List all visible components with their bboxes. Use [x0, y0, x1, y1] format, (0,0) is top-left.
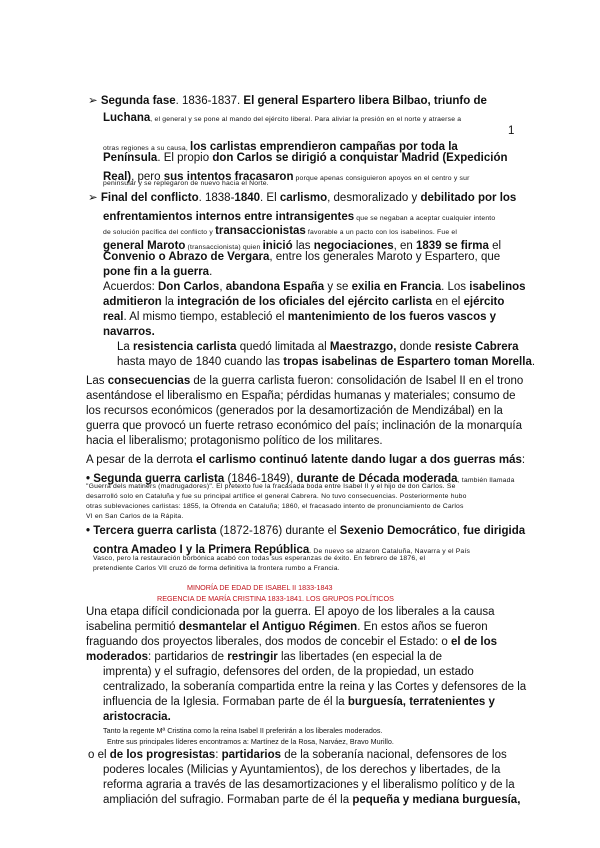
text-line — [103, 109, 461, 125]
text-span: mantenimiento de los fueros vascos y — [287, 311, 497, 323]
text-line — [117, 342, 519, 354]
text-span: Las — [86, 375, 108, 387]
text-line: Vasco, pero la restauración borbónica acabó con todas sus esperanzas de éxito. En febrero de 1876, el — [93, 555, 426, 562]
text-span: Península — [103, 152, 158, 164]
text-line — [88, 193, 516, 205]
text-span: . El propio — [157, 152, 213, 164]
text-span: 1840 — [234, 192, 261, 204]
text-span: contra Amadeo I y la Primera República — [93, 544, 310, 556]
text-span: durante de Década moderada — [296, 473, 458, 485]
text-line — [86, 526, 525, 538]
text-line — [86, 376, 523, 388]
text-span: influencia de la Iglesia. Formaban parte de él la — [103, 696, 348, 708]
text-span: que se negaban a aceptar cualquier intento — [354, 215, 496, 222]
text-span: moderados — [86, 651, 148, 663]
text-span: burguesía, terratenientes y — [347, 696, 495, 708]
text-span: transaccionistas — [215, 225, 306, 237]
text-line — [86, 652, 442, 664]
text-span: Maestrazgo, — [329, 341, 397, 353]
text-span: desmantelar el Antiguo Régimen — [178, 621, 358, 633]
text-span: en el — [432, 296, 464, 308]
text-line: guerra que provocó un fuerte retraso económico del país; inclinación de la monarquía — [86, 420, 522, 432]
text-line — [103, 795, 520, 807]
text-span: la — [161, 296, 178, 308]
text-line — [86, 455, 525, 467]
text-span: partidarios — [221, 749, 282, 761]
text-span: . — [531, 356, 536, 368]
text-span: Acuerdos: — [103, 281, 158, 293]
text-span: Real) — [103, 171, 132, 183]
text-line: "Guerra dels matiners (madrugadores)". El pretexto fue la fracasada boda entre Isabel II y el hijo de don Carlos. Se — [86, 483, 456, 490]
text-line — [103, 327, 155, 339]
text-line — [103, 222, 457, 238]
text-span: pone fin a la guerra — [103, 266, 210, 278]
text-line — [103, 697, 495, 709]
text-span: , pero — [131, 171, 164, 183]
text-span: La — [117, 341, 133, 353]
text-line: Entre sus principales líderes encontramos a: Martínez de la Rosa, Narváez, Bravo Murillo. — [107, 737, 394, 746]
text-line — [103, 297, 504, 309]
text-span: debilitado por los — [420, 192, 517, 204]
text-line: los recursos económicos (generados por la desamortización de Mendizábal) en la — [86, 405, 503, 417]
text-line: hacia el liberalismo; protagonismo político de los militares. — [86, 435, 383, 447]
text-span: quedó limitada al — [236, 341, 330, 353]
text-span: tropas isabelinas de Espartero toman Morella — [283, 356, 532, 368]
text-span: hasta mayo de 1840 cuando las — [117, 356, 284, 368]
text-line — [117, 357, 535, 369]
text-span: : — [521, 454, 526, 466]
text-span: isabelinos — [469, 281, 526, 293]
text-line: VI en San Carlos de la Rápita. — [86, 513, 184, 520]
text-line: asentándose el liberalismo en España; pérdidas humanas y materiales; consumo de — [86, 390, 516, 402]
text-span: aristocracia. — [103, 711, 171, 723]
text-span: Convenio o Abrazo de Vergara — [103, 251, 270, 263]
text-span: enfrentamientos internos entre intransigentes — [103, 211, 355, 223]
text-span: , en — [393, 240, 417, 252]
text-span: . — [209, 266, 213, 278]
text-line: Tanto la regente Mª Cristina como la reina Isabel II preferirán a los liberales moderados. — [103, 726, 383, 735]
text-span: fue dirigida — [463, 525, 526, 537]
text-line — [88, 750, 507, 762]
text-span: Final del conflicto — [100, 192, 199, 204]
text-span: de solución pacífica del conflicto y — [103, 229, 216, 236]
section-subheading: REGENCIA DE MARÍA CRISTINA 1833-1841. LOS GRUPOS POLÍTICOS — [157, 594, 394, 603]
text-span: inició — [262, 240, 293, 252]
text-span: , — [219, 281, 226, 293]
text-span: integración de los oficiales del ejército carlista — [177, 296, 433, 308]
text-span: Sexenio Democrático — [339, 525, 457, 537]
text-span: de la guerra carlista fueron: consolidación de Isabel II en el trono — [190, 375, 524, 387]
text-span: 1839 se firma — [416, 240, 489, 252]
text-span: carlismo — [279, 192, 328, 204]
text-span: . En estos años se fueron — [357, 621, 488, 633]
text-span: . De nuevo se alzaron Cataluña, Navarra y el País — [309, 548, 471, 555]
text-span: resistencia carlista — [133, 341, 237, 353]
text-span: sus intentos fracasaron — [163, 171, 294, 183]
bullet-icon: • — [86, 525, 94, 537]
text-span: consecuencias — [107, 375, 191, 387]
text-line: Una etapa difícil condicionada por la guerra. El apoyo de los liberales a la causa — [86, 606, 495, 618]
text-span: restringir — [227, 651, 278, 663]
text-span: (1872-1876) durante el — [216, 525, 340, 537]
text-line: peninsular y se replegaron de nuevo hacia el Norte. — [103, 180, 269, 187]
text-span: Segunda fase — [100, 95, 176, 107]
text-line: poderes locales (Milicias y Ayuntamientos), de los derechos y libertades, de la — [103, 764, 501, 776]
text-span: . El — [260, 192, 280, 204]
text-line — [103, 712, 171, 724]
text-span: . 1836-1837. — [175, 95, 244, 107]
text-span: (transaccionista) quien — [185, 244, 263, 251]
text-span: . Al mismo tiempo, estableció el — [123, 311, 288, 323]
text-span: los carlistas emprendieron campañas por toda la — [190, 141, 458, 153]
text-span: de los progresistas — [109, 749, 216, 761]
text-span: real — [103, 311, 124, 323]
bullet-arrow-icon: ➢ — [88, 192, 101, 204]
text-span: , — [456, 525, 464, 537]
text-line — [88, 96, 487, 108]
text-span: . 1838- — [198, 192, 235, 204]
text-span: fraguando dos proyectos liberales, dos modos de concebir el Estado: o — [86, 636, 452, 648]
text-span: negociaciones — [313, 240, 394, 252]
text-span: isabelina permitió — [86, 621, 179, 633]
text-span: o el — [88, 749, 110, 761]
text-span: el de los — [451, 636, 498, 648]
text-span: abandona España — [225, 281, 325, 293]
text-line: desarrolló solo en Cataluña y fue su principal artífice el general Cabrera. No tuvo consecuencias. Posteriormente hubo — [86, 493, 467, 500]
text-span: ejército — [463, 296, 505, 308]
text-line — [86, 622, 488, 634]
text-line — [103, 153, 508, 165]
text-span: general Maroto — [103, 240, 186, 252]
text-span: A pesar de la derrota — [86, 454, 196, 466]
section-heading: MINORÍA DE EDAD DE ISABEL II 1833-1843 — [187, 583, 333, 592]
bullet-icon: • — [86, 473, 94, 485]
text-span: donde — [396, 341, 435, 353]
text-span: : — [215, 749, 222, 761]
text-span: el — [488, 240, 502, 252]
text-line: centralizado, la soberanía compartida entre la reina y las Cortes y defensores de la — [103, 681, 527, 693]
text-line: pretendiente Carlos VII cruzó de forma definitiva la frontera rumbo a Francia. — [93, 565, 340, 572]
text-line — [103, 252, 500, 264]
text-line: imprenta) y el sufragio, defensores del orden, de la propiedad, un estado — [103, 666, 474, 678]
text-span: : partidarios de — [148, 651, 228, 663]
text-span: pequeña y mediana burguesía, — [352, 794, 521, 806]
text-span: Tercera guerra carlista — [93, 525, 217, 537]
text-span: favorable a un pacto con los isabelinos. Fue el — [305, 229, 458, 236]
text-line — [86, 637, 497, 649]
text-span: admitieron — [103, 296, 162, 308]
text-span: y se — [324, 281, 352, 293]
text-span: el carlismo continuó latente dando lugar a dos guerras más — [195, 454, 522, 466]
text-span: Don Carlos — [157, 281, 220, 293]
text-span: , entre los generales Maroto y Espartero, que — [269, 251, 501, 263]
text-span: El general Espartero libera Bilbao, triunfo de — [243, 95, 487, 107]
text-line: reforma agraria a través de las desamortizaciones y el liberalismo político y de la — [103, 779, 515, 791]
text-span: las — [292, 240, 314, 252]
text-line: otras sublevaciones carlistas: 1855, la Ofrenda en Cataluña; 1860, el fracasado intento de pronunciamiento de Carlos — [86, 503, 464, 510]
text-line — [103, 312, 496, 324]
text-span: navarros. — [103, 326, 155, 338]
text-span: porque apenas consiguieron apoyos en el centro y sur — [293, 175, 470, 182]
text-span: , desmoralizado y — [327, 192, 421, 204]
text-span: otras regiones a su causa, — [103, 145, 191, 152]
text-span: de la soberanía nacional, defensores de los — [281, 749, 507, 761]
page-number: 1 — [508, 125, 515, 137]
text-span: Segunda guerra carlista — [93, 473, 225, 485]
text-line — [103, 282, 526, 294]
text-span: las libertades (en especial la de — [277, 651, 443, 663]
text-span: . Los — [441, 281, 470, 293]
text-span: (1846-1849), — [224, 473, 297, 485]
bullet-arrow-icon: ➢ — [88, 95, 101, 107]
text-span: , el general y se pone al mando del ejército liberal. Para aliviar la presión en el norte y atraerse a — [150, 116, 462, 123]
text-span: Luchana — [103, 112, 151, 124]
text-span: ampliación del sufragio. Formaban parte de él la — [103, 794, 353, 806]
text-span: don Carlos se dirigió a conquistar Madrid (Expedición — [212, 152, 508, 164]
text-span: exilia en Francia — [351, 281, 442, 293]
text-line — [103, 267, 212, 279]
text-span: resiste Cabrera — [434, 341, 519, 353]
text-span: , también llamada — [457, 477, 515, 484]
